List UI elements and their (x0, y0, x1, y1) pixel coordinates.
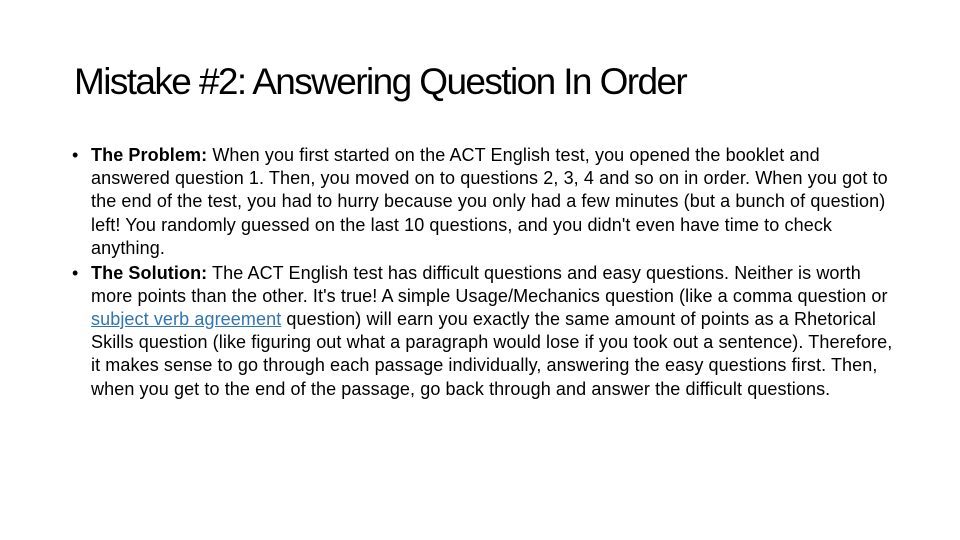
bullet-lead-solution: The Solution: (91, 262, 208, 283)
bullet-mark: • (72, 262, 79, 283)
slide-title: Mistake #2: Answering Question In Order (74, 61, 687, 102)
bullet-mark: • (72, 145, 79, 165)
bullet-lead-problem: The Problem: (91, 145, 208, 165)
bullet-list (72, 144, 896, 402)
bullet-problem (72, 144, 896, 260)
bullet-text-solution-part2: question) will earn you exactly the same amount of points as a Rhetorical Skills question (like figuring out what a paragraph would lose if you took out a sentence). Therefore, it makes sense to go through each passage individually, answering the easy questions first. Then, when you get to the end of the passage, go back through and answer the difficult questions. (91, 308, 893, 399)
bullet-text-solution-part1: The ACT English test has difficult questions and easy questions. Neither is worth more points than the other. It's true! A simple Usage/Mechanics question (like a comma question or (91, 262, 888, 306)
subject-verb-agreement-link[interactable]: subject verb agreement (91, 308, 282, 329)
bullet-text-problem: When you first started on the ACT English test, you opened the booklet and answered question 1. Then, you moved on to questions 2, 3, 4 and so on in order. When you got to the end of the test, you had to hurry because you only had a few minutes (but a bunch of question) left! You randomly guessed on the last 10 questions, and you didn't even have time to check anything. (91, 145, 888, 258)
bullet-solution (72, 262, 896, 401)
